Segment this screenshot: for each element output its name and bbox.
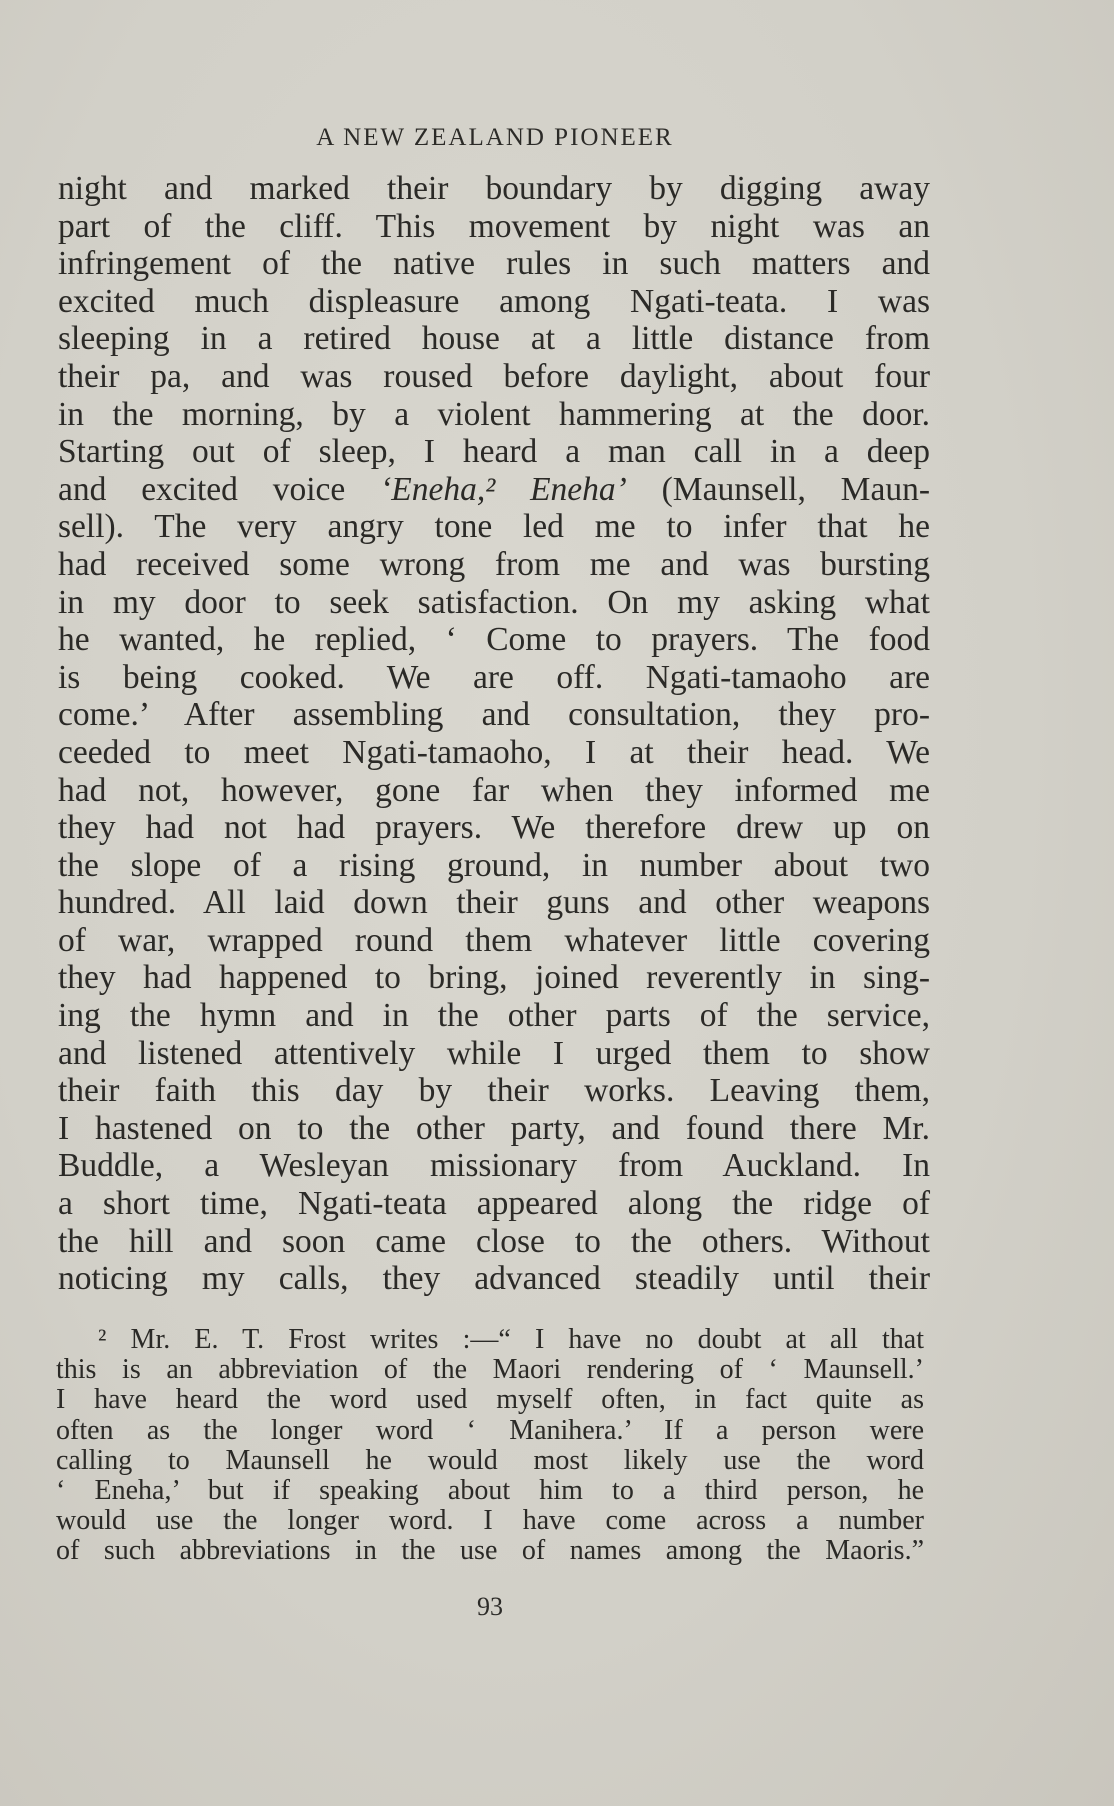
body-line: Buddle, a Wesleyan missionary from Auckland. In: [58, 1147, 930, 1185]
body-line: their faith this day by their works. Leaving them,: [58, 1072, 930, 1110]
footnote-line: this is an abbreviation of the Maori rendering of ‘ Maunsell.’: [56, 1354, 924, 1386]
body-line: infringement of the native rules in such matters and: [58, 245, 930, 283]
body-line: sell). The very angry tone led me to infer that he: [58, 508, 930, 546]
footnote-line: of such abbreviations in the use of names among the Maoris.”: [56, 1535, 924, 1567]
body-line: sleeping in a retired house at a little distance from: [58, 320, 930, 358]
footnote-line: I have heard the word used myself often, in fact quite as: [56, 1384, 924, 1416]
body-line: the slope of a rising ground, in number about two: [58, 846, 930, 884]
body-line: and excited voice ‘Eneha,² Eneha’ (Maunsell, Maun-: [58, 470, 930, 508]
body-line: had not, however, gone far when they informed me: [58, 771, 930, 809]
body-line: is being cooked. We are off. Ngati-tamaoho are: [58, 658, 930, 696]
footnote-line: often as the longer word ‘ Manihera.’ If a person were: [56, 1414, 924, 1446]
body-line: excited much displeasure among Ngati-teata. I was: [58, 282, 930, 320]
footnote-line: would use the longer word. I have come across a number: [56, 1505, 924, 1537]
body-line: ing the hymn and in the other parts of the service,: [58, 997, 930, 1035]
footnote-line: ‘ Eneha,’ but if speaking about him to a third person, he: [56, 1474, 924, 1506]
body-line: they had happened to bring, joined reverently in sing-: [58, 959, 930, 997]
body-line: I hastened on to the other party, and found there Mr.: [58, 1109, 930, 1147]
body-line: they had not had prayers. We therefore drew up on: [58, 809, 930, 847]
footnote: [56, 1325, 924, 1567]
body-line: the hill and soon came close to the others. Without: [58, 1222, 930, 1260]
body-line: a short time, Ngati-teata appeared along the ridge of: [58, 1185, 930, 1223]
running-head: A NEW ZEALAND PIONEER: [316, 124, 674, 151]
body-line: ceeded to meet Ngati-tamaoho, I at their head. We: [58, 733, 930, 771]
body-line: come.’ After assembling and consultation, they pro-: [58, 696, 930, 734]
body-line: in the morning, by a violent hammering at the door.: [58, 395, 930, 433]
body-line: in my door to seek satisfaction. On my asking what: [58, 583, 930, 621]
body-text: [58, 170, 930, 1298]
body-line: Starting out of sleep, I heard a man call in a deep: [58, 433, 930, 471]
body-line: hundred. All laid down their guns and other weapons: [58, 884, 930, 922]
body-line: their pa, and was roused before daylight, about four: [58, 357, 930, 395]
body-line: noticing my calls, they advanced steadily until their: [58, 1260, 930, 1298]
body-line: of war, wrapped round them whatever little covering: [58, 921, 930, 959]
footnote-line: ² Mr. E. T. Frost writes :—“ I have no doubt at all that: [98, 1324, 924, 1355]
body-line: he wanted, he replied, ‘ Come to prayers. The food: [58, 621, 930, 659]
footnote-line: calling to Maunsell he would most likely use the word: [56, 1444, 924, 1476]
quoted-name: ‘Eneha,² Eneha’: [380, 470, 627, 508]
body-line: part of the cliff. This movement by night was an: [58, 207, 930, 245]
body-line: had received some wrong from me and was bursting: [58, 545, 930, 583]
body-line: night and marked their boundary by digging away: [58, 170, 930, 207]
body-line: and listened attentively while I urged them to show: [58, 1034, 930, 1072]
page-number: 93: [477, 1592, 503, 1621]
